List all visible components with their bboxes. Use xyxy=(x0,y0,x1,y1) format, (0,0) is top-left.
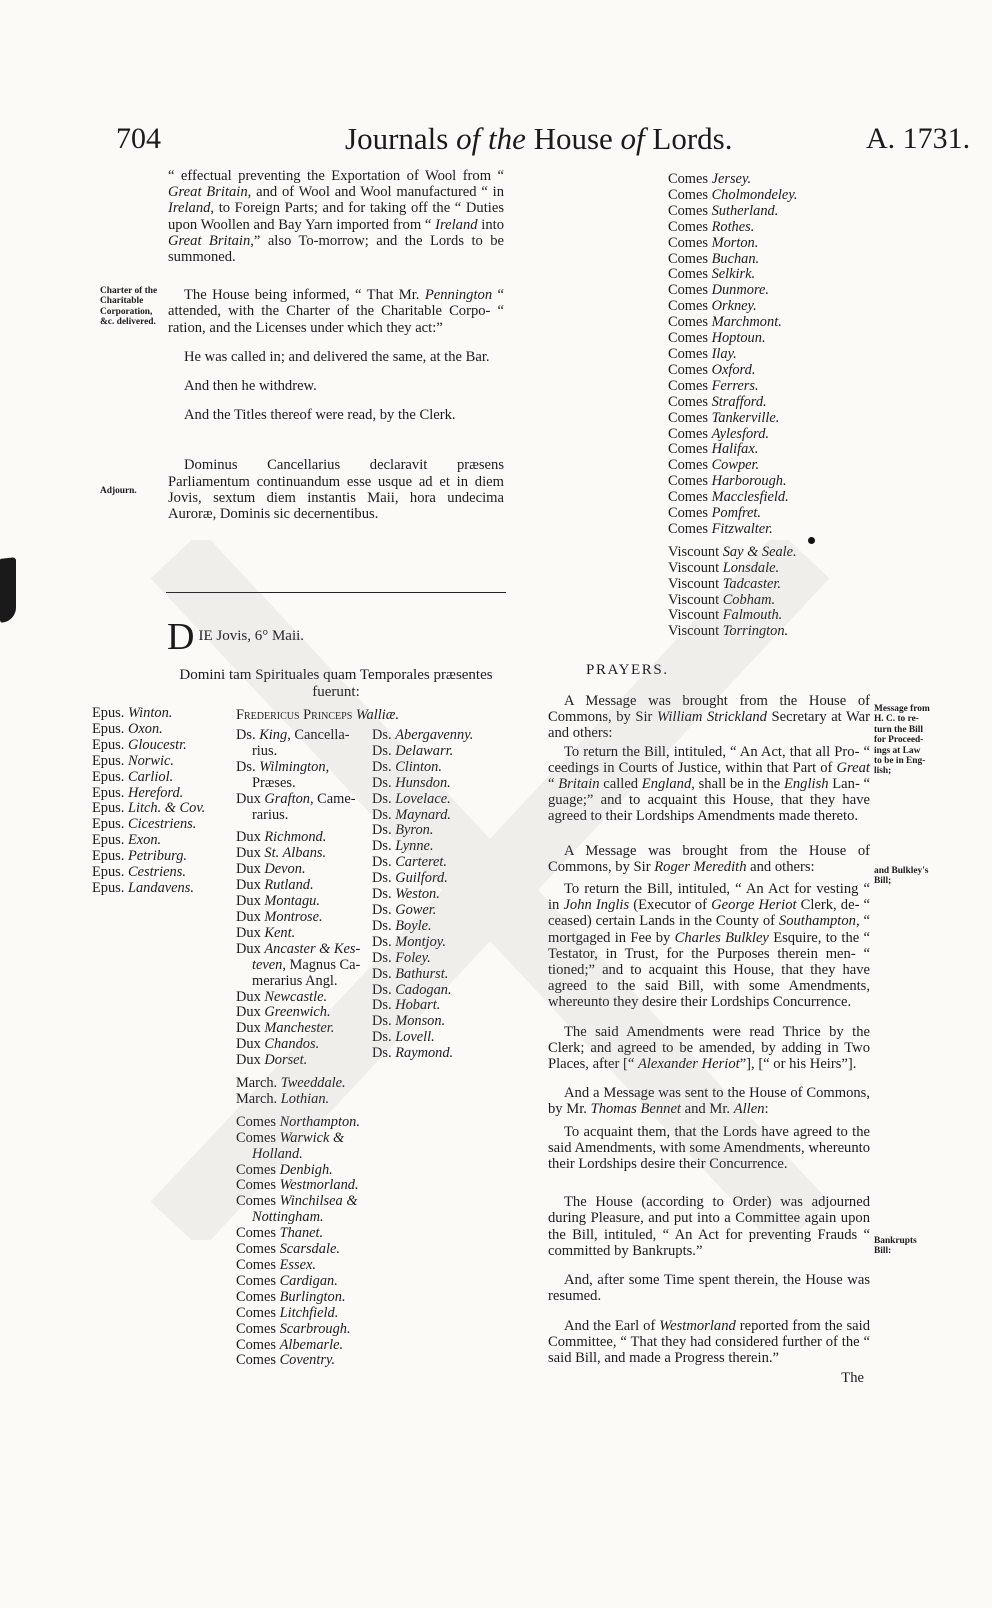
temporal-lords-list xyxy=(236,728,360,1369)
section-rule xyxy=(166,592,506,593)
list-item: Viscount Say & Seale. xyxy=(668,543,797,560)
list-item: Ds. Gower. xyxy=(372,901,437,918)
paragraph-amendments-read: The said Amendments were read Thrice by the Clerk; and agreed to be amended, by adding in Two Places, after [“ Alexander Heriot”], [“ or his Heirs”]. xyxy=(548,1023,870,1073)
list-item: Dux Grafton, Came- xyxy=(236,790,356,807)
list-item: Comes Winchilsea & xyxy=(236,1193,358,1210)
list-item: Comes Scarbrough. xyxy=(236,1320,351,1337)
list-item: Ds. Monson. xyxy=(372,1013,446,1030)
list-item: Comes Orkney. xyxy=(668,298,757,315)
list-item: Holland. xyxy=(252,1145,303,1162)
list-item: Dux Devon. xyxy=(236,861,306,878)
list-item: Epus. Petriburg. xyxy=(92,848,188,865)
ink-dot-graphic xyxy=(808,537,815,544)
paragraph-adjournment: Dominus Cancellarius declaravit præsens Parliamentum continuandum esse usque ad et in diem Jovis, sextum diem instantis Maii, hora undecima Auroræ, Dominis sic decernentibus. xyxy=(168,457,504,523)
list-item: Dux Montagu. xyxy=(236,893,320,910)
barons-list xyxy=(372,728,473,1062)
list-item: Epus. Hereford. xyxy=(92,784,184,801)
list-item: Ds. Clinton. xyxy=(372,758,442,775)
list-item: Comes Buchan. xyxy=(668,250,760,267)
list-item: Comes Westmorland. xyxy=(236,1177,359,1194)
list-item: Viscount Cobham. xyxy=(668,591,776,608)
list-item: Ds. Byron. xyxy=(372,822,434,839)
list-item: Dux Richmond. xyxy=(236,829,327,846)
left-column-text xyxy=(168,168,504,535)
list-item: Præses. xyxy=(252,774,296,791)
list-item: Comes Harborough. xyxy=(668,473,787,490)
list-item: Epus. Cestriens. xyxy=(92,864,186,881)
list-item: Ds. Carteret. xyxy=(372,854,448,871)
list-item: Viscount Falmouth. xyxy=(668,607,783,624)
list-item: Comes Fitzwalter. xyxy=(668,520,773,537)
list-item: March. Lothian. xyxy=(236,1090,330,1107)
list-item: Comes Litchfield. xyxy=(236,1304,339,1321)
running-year: A. 1731. xyxy=(866,122,971,155)
list-item: Comes Ilay. xyxy=(668,345,737,362)
list-item: Epus. Gloucestr. xyxy=(92,736,187,753)
sitting-date: DIE Jovis, 6° Maii. xyxy=(167,616,305,658)
list-item: Ds. Lynne. xyxy=(372,838,434,855)
list-item: Comes Jersey. xyxy=(668,171,752,187)
list-item: Dux Manchester. xyxy=(236,1020,335,1037)
list-item: Comes Ferrers. xyxy=(668,377,759,394)
list-item: Dux Rutland. xyxy=(236,877,314,894)
list-item: Comes Aylesford. xyxy=(668,425,769,442)
list-item: Comes Scarsdale. xyxy=(236,1241,340,1258)
list-item: Dux Montrose. xyxy=(236,908,323,925)
list-item: Epus. Oxon. xyxy=(92,720,163,737)
list-item: Comes Morton. xyxy=(668,234,759,251)
list-item: Dux Kent. xyxy=(236,924,296,941)
paragraph-pennington: The House being informed, “ That Mr. Pennington “ attended, with the Charter of the Charitable Corpo- “ ration, and the Licenses under which they act:” xyxy=(168,287,504,336)
earls-viscounts-list xyxy=(668,172,798,640)
paragraph-message-sent: And a Message was sent to the House of Commons, by Mr. Thomas Bennet and Mr. Allen: xyxy=(548,1085,870,1118)
list-item: Comes Pomfret. xyxy=(668,505,762,522)
list-item: Dux Chandos. xyxy=(236,1036,320,1053)
list-item: Comes Albemarle. xyxy=(236,1336,344,1353)
list-item: Ds. Abergavenny. xyxy=(372,727,474,743)
margin-note-message: Message from H. C. to re- turn the Bill for Proceed- ings at Law to be in Eng- lish; xyxy=(874,704,930,777)
list-item: Epus. Exon. xyxy=(92,832,162,849)
list-item: Comes Macclesfield. xyxy=(668,489,789,506)
attendance-heading: Domini tam Spirituales quam Temporales præsentes fuerunt: xyxy=(179,667,493,700)
list-item: Epus. Landavens. xyxy=(92,879,194,896)
margin-note-bankrupts: Bankrupts Bill: xyxy=(874,1236,917,1257)
paragraph-wool-bill: “ effectual preventing the Exportation of Wool from “ Great Britain, and of Wool and Wool manufactured “ in Ireland, to Foreign Parts; and for taking off the “ Duties upon Woollen and Bay Yarn imported from “ Ireland into Great Britain,” also To-morrow; and the Lords to be summoned. xyxy=(168,168,504,266)
bishops-list xyxy=(92,706,205,897)
margin-note-charter: Charter of the Charitable Corporation, &c. delivered. xyxy=(100,286,158,328)
list-item: Comes Marchmont. xyxy=(668,314,782,331)
list-item: Ds. Lovell. xyxy=(372,1029,435,1046)
list-item: Ds. Foley. xyxy=(372,949,431,966)
list-item: Comes Cowper. xyxy=(668,457,760,474)
list-item: Comes Selkirk. xyxy=(668,266,756,283)
page-number: 704 xyxy=(116,122,161,155)
list-item: Ds. Lovelace. xyxy=(372,790,451,807)
list-item: rarius. xyxy=(252,806,289,823)
right-column-text xyxy=(548,693,870,1399)
margin-note-bulkley: and Bulkley's Bill; xyxy=(874,866,929,887)
list-item: Ds. Cadogan. xyxy=(372,981,452,998)
list-item: Comes Denbigh. xyxy=(236,1161,333,1178)
prayers-heading: PRAYERS. xyxy=(586,662,669,678)
paragraph-bankrupts-committee: The House (according to Order) was adjourned during Pleasure, and put into a Committee again upon the Bill, intituled, “ An Act for preventing Frauds “ committed by Bankrupts.” xyxy=(548,1194,870,1259)
list-item: Nottingham. xyxy=(252,1209,324,1226)
list-item: merarius Angl. xyxy=(252,972,338,989)
list-item: Dux Greenwich. xyxy=(236,1004,331,1021)
list-item: Viscount Tadcaster. xyxy=(668,575,781,592)
list-item: Comes Dunmore. xyxy=(668,282,769,299)
list-item: Comes Tankerville. xyxy=(668,409,780,426)
list-item: Comes Oxford. xyxy=(668,361,756,378)
list-item: Comes Thanet. xyxy=(236,1225,324,1242)
list-item: Comes Rothes. xyxy=(668,218,755,235)
list-item: Dux Ancaster & Kes- xyxy=(236,940,361,957)
list-item: Viscount Torrington. xyxy=(668,623,789,640)
list-item: teven, Magnus Ca- xyxy=(252,956,361,973)
paragraph-house-resumed: And, after some Time spent therein, the House was resumed. xyxy=(548,1272,870,1305)
list-item: Ds. Weston. xyxy=(372,886,440,903)
list-item: Comes Sutherland. xyxy=(668,202,779,219)
paragraph-message-strickland: A Message was brought from the House of Commons, by Sir William Strickland Secretary at War and others: xyxy=(548,693,870,742)
list-item: Ds. Guilford. xyxy=(372,870,448,887)
list-item: Comes Cholmondeley. xyxy=(668,186,798,203)
list-item: Comes Essex. xyxy=(236,1257,316,1273)
list-item: Comes Halifax. xyxy=(668,441,759,458)
list-item: Ds. Raymond. xyxy=(372,1045,454,1062)
list-item: Dux St. Albans. xyxy=(236,845,327,862)
list-item: Ds. King, Cancella- xyxy=(236,727,350,743)
list-item: Ds. Hunsdon. xyxy=(372,774,451,791)
paragraph-message-meredith: A Message was brought from the House of Commons, by Sir Roger Meredith and others: xyxy=(548,842,870,875)
list-item: Ds. Montjoy. xyxy=(372,933,446,950)
list-item: Dux Newcastle. xyxy=(236,988,328,1005)
list-item: Ds. Delawarr. xyxy=(372,742,454,759)
list-item: rius. xyxy=(252,742,278,759)
ink-blot-graphic xyxy=(0,557,16,623)
list-item: Comes Strafford. xyxy=(668,393,767,410)
list-item: Epus. Cicestriens. xyxy=(92,816,197,833)
list-item: Comes Cardigan. xyxy=(236,1272,338,1289)
list-item: March. Tweeddale. xyxy=(236,1075,346,1092)
paragraph-acquaint-them: To acquaint them, that the Lords have agreed to the said Amendments, with some Amendments, whereunto their Lordships desire their Concurrence. xyxy=(548,1123,870,1173)
list-item: Comes Northampton. xyxy=(236,1113,360,1130)
list-item: Viscount Lonsdale. xyxy=(668,559,780,576)
running-title: Journals of the House of Lords. xyxy=(345,121,733,156)
list-item: Dux Dorset. xyxy=(236,1052,308,1069)
margin-note-adjourn: Adjourn. xyxy=(100,486,137,496)
list-item: Epus. Winton. xyxy=(92,705,173,721)
list-item: Comes Warwick & xyxy=(236,1129,345,1146)
list-item: Ds. Hobart. xyxy=(372,997,441,1014)
paragraph-called-in: He was called in; and delivered the same, at the Bar. xyxy=(184,348,490,365)
list-item: Epus. Carliol. xyxy=(92,768,174,785)
paragraph-titles-read: And the Titles thereof were read, by the Clerk. xyxy=(184,407,456,424)
list-item: Ds. Bathurst. xyxy=(372,965,449,982)
list-item: Ds. Wilmington, xyxy=(236,758,330,775)
list-item: Epus. Norwic. xyxy=(92,752,174,769)
list-item: Comes Coventry. xyxy=(236,1352,336,1369)
list-item: Comes Hoptoun. xyxy=(668,330,766,347)
list-item: Ds. Maynard. xyxy=(372,806,452,823)
paragraph-withdrew: And then he withdrew. xyxy=(184,378,317,395)
paragraph-bulkley-bill: To return the Bill, intituled, “ An Act for vesting “ in John Inglis (Executor of George Heriot Clerk, de- “ ceased) certain Lands in the County of Southampton, “ mortgaged in Fee by Charles Bulkley Esquire, to the “ Testator, in Trust, for the Purposes therein men- “ tioned;” and to acquaint this House, that they have agreed to the said Bill, with some Amendments, whereunto they desire their Lordships Concurrence. xyxy=(548,881,870,1011)
prince-line: Fredericus Princeps Walliæ. xyxy=(236,707,399,723)
list-item: Comes Burlington. xyxy=(236,1288,346,1305)
catchword: The xyxy=(841,1370,864,1387)
paragraph-westmorland-report: And the Earl of Westmorland reported from the said Committee, “ That they had considered further of the “ said Bill, and made a Progress therein.” xyxy=(548,1317,870,1366)
paragraph-english-language-bill: To return the Bill, intituled, “ An Act, that all Pro- “ ceedings in Courts of Justice, within that Part of Great “ Britain called England, shall be in the English Lan- “ guage;” and to acquaint this House, that they have agreed to their Lordships Amendments made thereto. xyxy=(548,743,870,825)
list-item: Ds. Boyle. xyxy=(372,917,432,934)
list-item: Epus. Litch. & Cov. xyxy=(92,800,206,817)
